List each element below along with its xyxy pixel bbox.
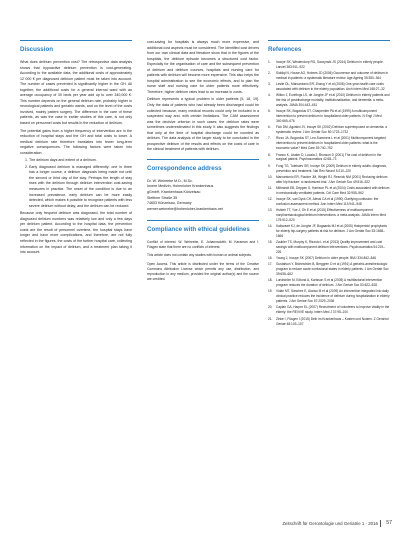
reference-text: Inouye SK, Bogardus ST, Charpentier PA et al (1999) A multicomponent intervention to prevent delirium in hospitalized older patients. N Engl J Med 340:669–676 <box>276 109 382 124</box>
reference-item <box>268 175 390 185</box>
reference-item <box>268 305 390 315</box>
section-rule <box>20 40 132 41</box>
numbered-list <box>20 158 132 209</box>
reference-number: 18. <box>268 278 273 283</box>
page-number: 57 <box>386 520 392 526</box>
reference-item <box>268 136 390 151</box>
reference-text: Franco K, Litaker D, Locala J, Bronson D (2001) The cost of delirium in the surgical patient. Psychosomatics 42:68–73 <box>276 152 382 162</box>
reference-text: Milbrandt EB, Deppen S, Harrison PL et al (2004) Costs associated with delirium in mechanically ventilated patients. Crit Care Med 32:955–962 <box>276 185 390 195</box>
reference-item <box>268 109 390 124</box>
reference-text: Caplan GA, Harper EL (2007) Recruitment of volunteers to improve vitality in the elderly: the REVIVE study. Intern Med J 37:95–100 <box>276 305 390 315</box>
reference-number: 10. <box>268 174 273 179</box>
reference-number: 12. <box>268 196 273 201</box>
paragraph: What does delirium prevention cost? The retrospective data analysis shows that hypoactive delirium prevention is cost-generating. According to the available data, the additional costs of approximately 12 000 € per diagnosed delirium patient must be taken into account. The number of cases prevented is significantly higher in the GH. All together, the additional costs for a general internal ward with an average occupancy of 30 beds per year add up to over 340,000 €. This number depends on the general delirium rate, probably higher in neurological patients and geriatric wards, and on the level of the costs involved, mainly patient surgery. The difference in the care of these patients, as was the case in earlier studies of this care, is not only based on personnel costs but results in the reduction of delirium. <box>20 60 132 126</box>
reference-number: 4. <box>268 93 271 98</box>
reference-item <box>268 240 390 255</box>
address-line: Stettiner Straße 35 <box>147 195 178 200</box>
reference-item <box>268 289 390 304</box>
ethics-paragraph: This article does not contain any studies with human or animal subjects. <box>147 253 252 258</box>
reference-item <box>268 93 390 108</box>
reference-number: 11. <box>268 185 273 190</box>
reference-item <box>268 197 390 207</box>
reference-text: Siddiqi N, House AO, Holmes JD (2006) Occurrence and outcome of delirium in medical in-patients: a systematic literature review. Age Ageing 35:350–364 <box>276 71 389 81</box>
reference-text: Zaubler TS, Murphy K, Rizzuto L et al (2013) Quality improvement and cost savings with multicomponent delirium interventions. Psychosomatics 54:219–226 <box>276 240 385 254</box>
column-middle <box>147 40 259 285</box>
reference-item <box>268 317 390 327</box>
section-rule <box>268 40 390 41</box>
correspondence-address <box>147 179 259 212</box>
section-rule <box>147 220 259 221</box>
paragraph: cost-saving for hospitals is always much more expensive, and additional cost aspects must be considered. The identified cost drivers from our own clinical data and literature show that in the figures of the hospitals, the delirium episode becomes a structured cost factor. Especially for the organisation of care and the subsequent prevention of delirium and delirium courses, hospitals and nursing care for patients with delirium will become more expensive. This also helps the hospital administration to see the economic effects, and to plan the nurse staff and nursing care for older patients more effectively. Therefore, higher delirium rates lead to an increase in costs. <box>147 40 259 94</box>
reference-text: Gustafson Y, Brännström B, Berggren D et al (1991) A geriatric-anesthesiologic program to reduce acute confusional states in elderly patients. J Am Geriatr Soc 39:655–662 <box>276 262 389 277</box>
reference-number: 5. <box>268 109 271 114</box>
reference-text: Kalisvaart KJ, de Jonghe JF, Bogaards MJ et al (2005) Haloperidol prophylaxis for elderly hip-surgery patients at risk for delirium. J Am Geriatr Soc 53:1658–1666 <box>276 224 387 238</box>
section-rule <box>147 159 259 160</box>
reference-item <box>268 278 390 288</box>
reference-item <box>268 153 390 163</box>
address-email[interactable]: werner.weinrebe@hohenloher-krankenhaus.net <box>147 206 223 211</box>
ethics-paragraph: Open Access. This article is distributed under the terms of the Creative Commons Attribution License which permits any use, distribution, and reproduction in any medium, provided the original author(s) and the source are credited. <box>147 261 259 281</box>
reference-text: Rizzo JA, Bogardus ST, Leo-Summers L et al (2001) Multicomponent targeted intervention to prevent delirium in hospitalized older patients: what is the economic value? Med Care 39:740–752 <box>276 136 386 151</box>
reference-item <box>268 71 390 81</box>
reference-number: 17. <box>268 262 273 267</box>
reference-text: Fong TG, Tulebaev SR, Inouye SK (2009) Delirium in elderly adults: diagnosis, prevention and treatment. Nat Rev Neurol 5:210–220 <box>276 163 387 173</box>
reference-number: 1. <box>268 60 271 64</box>
reference-text: Marcantonio ER, Flacker JM, Wright RJ, Resnick NM (2001) Reducing delirium after hip fracture: a randomized trial. J Am Geriatr Soc 49:516–522 <box>276 174 388 184</box>
reference-text: Inouye SK, van Dyck CH, Alessi CA et al (1990) Clarifying confusion: the confusion assessment method. Ann Intern Med 113:941–948 <box>276 196 379 206</box>
reference-number: 14. <box>268 224 273 229</box>
reference-item <box>268 186 390 196</box>
reference-number: 2. <box>268 71 271 76</box>
reference-list <box>268 60 390 326</box>
reference-text: Witlox J, Eurelings LS, de Jonghe JF et al (2010) Delirium in elderly patients and the risk of postdischarge mortality, institutionalization, and dementia: a meta-analysis. JAMA 304:443–451 <box>276 93 390 108</box>
reference-number: 9. <box>268 163 271 168</box>
reference-number: 8. <box>268 152 271 157</box>
list-item: 2. Early diagnosed delirium is managed differently: one in three has a longer course, a delirium diagnosis being made not until the second or third day of the stay. Perhaps the length of stay rises with the delirium through delirium intervention cost-saving measures in practice. The onset of the condition is due to an increased prevalence, early delirium can be more easily detected, which makes it possible to recognize patients with less severe delirium without delay, and the delirium can be reduced. <box>29 165 132 209</box>
references-heading: References <box>268 46 302 53</box>
address-line: Dr. W. Weinrebe M.D., M.Sc. <box>147 178 193 183</box>
address-line: gGmbH, Krankenhaus Künzelsau <box>147 190 201 195</box>
reference-item <box>268 125 390 135</box>
column-left <box>20 40 132 258</box>
reference-number: 20. <box>268 305 273 310</box>
reference-text: Fick DM, Agostini JV, Inouye SK (2002) Delirium superimposed on dementia: a systematic review. J Am Geriatr Soc 50:1723–1732 <box>276 125 387 135</box>
reference-item <box>268 60 390 70</box>
reference-item <box>268 224 390 239</box>
reference-number: 15. <box>268 240 273 245</box>
ethics-heading: Compliance with ethical guidelines <box>147 226 250 234</box>
reference-text: Young J, Inouye SK (2007) Delirium in older people. BMJ 334:842–846 <box>276 256 376 261</box>
list-item: 1. The delirium days and extent of a delirium. <box>29 158 132 164</box>
reference-text: Vidán MT, Sánchez E, Alonso M et al (2009) An intervention integrated into daily clinical practice reduces the incidence of delirium during hospitalization in elderly patients. J Am Geriatr Soc 57:2029–2036 <box>276 289 390 304</box>
ethics-block <box>147 240 259 282</box>
reference-text: Leslie DL, Marcantonio ER, Zhang Y et al (2008) One-year health care costs associated with delirium in the elderly population. Arch Intern Med 168:27–32 <box>276 82 385 92</box>
reference-text: Inouye SK, Westendorp RG, Saczynski JS (2014) Delirium in elderly people. Lancet 383:911–922 <box>276 60 384 69</box>
page-footer <box>258 519 392 528</box>
discussion-heading: Discussion <box>20 46 54 53</box>
reference-number: 13. <box>268 207 273 212</box>
reference-item <box>268 82 390 92</box>
reference-item <box>268 208 390 223</box>
reference-text: Hshieh TT, Yue J, Oh E et al (2015) Effectiveness of multicomponent nonpharmacological delirium interventions: a meta-analysis. JAMA Intern Med 175:512–520 <box>276 207 386 222</box>
correspondence-heading: Correspondence address <box>147 164 222 172</box>
reference-text: Lundström M, Edlund A, Karlsson S et al (2005) A multifactorial intervention program reduces the duration of delirium. J Am Geriatr Soc 53:622–628 <box>276 278 383 288</box>
address-line: 74653 Künzelsau, Germany <box>147 201 192 206</box>
paragraph: Because only frequent delirium was diagnosed, the total number of diagnosed delirium numbers was relatively low and only a few days per delirium patient. According to the hospital data, the prevention costs are the result of personnel overtime, the hospital stays have longer and have more complications, and therefore, are not fully reflected in the figures, the costs of the further hospital care, collecting information on the impact of delirium, and a treatment plan taking it into account. <box>20 211 132 255</box>
ethics-paragraph: Conflict of interest. W. Weinrebe, E. Johannsdottir, M. Karaman and I. Füsgen state that there are no conflicts of interest. <box>147 240 259 250</box>
paragraph: Delirium represents a typical problem in older patients [5, 18, 19]. Only the data of patients who had already been discharged could be collected because, many medical records could only be included in a suspected way and, with certain limitations. The CAM assessment was the decisive criterion in such cases; the delirium rates were sometimes underestimated in this study. It also suggests the findings that only at the time of hospital discharge could be counted as delirium. The data analysis of the larger study to be concluded in the prospective delirium of the results and effects on the costs of care in the clinical treatment of patients with delirium. <box>147 97 259 152</box>
reference-item <box>268 164 390 174</box>
reference-number: 3. <box>268 82 271 87</box>
reference-number: 21. <box>268 316 273 321</box>
column-right <box>268 40 390 328</box>
reference-number: 16. <box>268 256 273 261</box>
reference-number: 6. <box>268 125 271 130</box>
reference-number: 19. <box>268 289 273 294</box>
reference-item <box>268 262 390 277</box>
reference-text: Zinke I, Füsgen I (2015) Delir im Krankenhaus – Kosten und Nutzen. Z Gerontol Geriatr 48:103–107 <box>276 316 389 326</box>
journal-citation: Zeitschrift für Gerontologie und Geriatrie 1 · 2016 <box>282 521 378 526</box>
paragraph: The potential gains from a higher frequency of intervention are in the reduction of hospital stays and the GH and total costs to lower. A medical delirium rate therefore translates into fewer long-term negative consequences. The following factors were taken into consideration: <box>20 128 132 155</box>
footer-divider <box>380 520 381 527</box>
address-line: Innere Medizin, Hohenloher Krankenhaus <box>147 184 214 189</box>
reference-number: 7. <box>268 136 271 141</box>
reference-item <box>268 256 390 261</box>
